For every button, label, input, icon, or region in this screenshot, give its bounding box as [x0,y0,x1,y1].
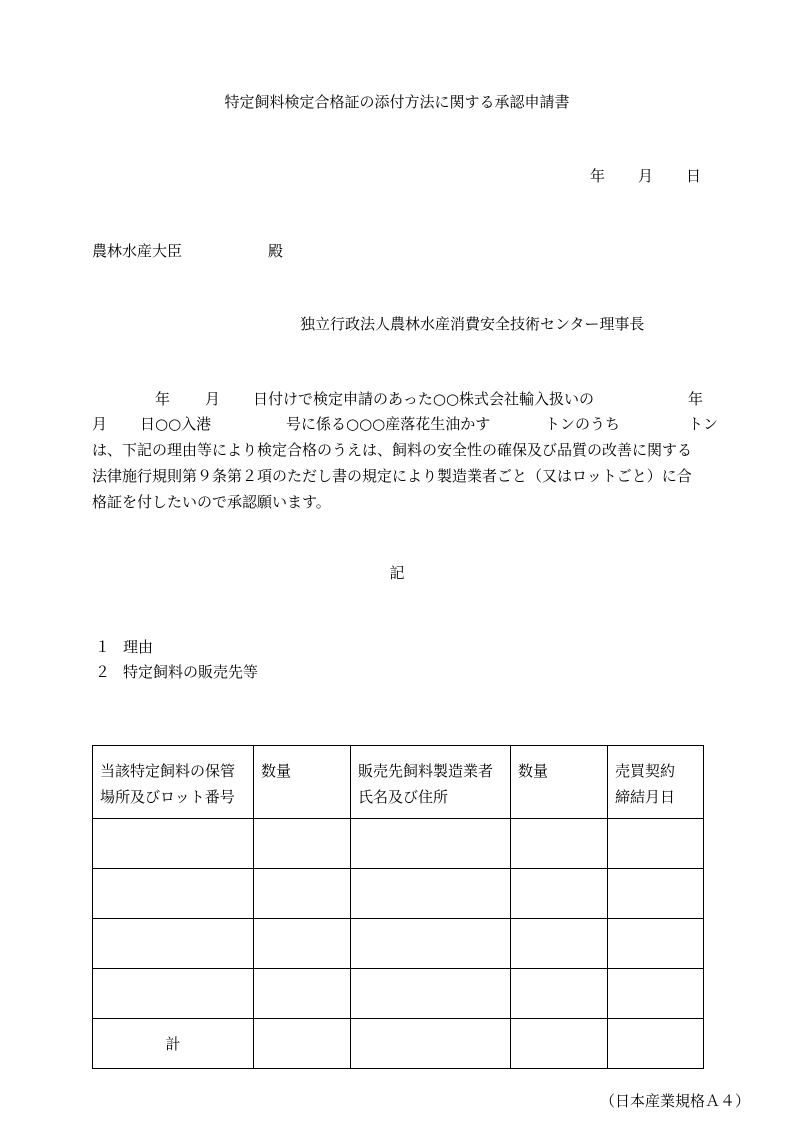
table-cell[interactable] [351,1019,511,1069]
date-month: 月 [638,167,654,185]
table-row [93,819,704,869]
sales-destination-table [92,745,704,1069]
table-total-row [93,1019,704,1069]
date-year: 年 [590,167,606,185]
table-cell[interactable] [93,969,254,1019]
body-line2-text-a: 日○○入港 [140,415,212,433]
table-cell[interactable] [608,869,704,919]
item-reason [95,640,153,655]
body-month: 月 [205,390,221,408]
table-cell[interactable] [511,1019,608,1069]
item-sales-destination [95,665,258,680]
table-cell[interactable] [93,869,254,919]
addressee-honorific: 殿 [268,242,284,260]
table-header-row [93,746,704,819]
body-line2-text-b: 号に係る○○○産落花生油かす [286,415,491,433]
header-quantity-2 [511,746,608,819]
header-line: 数量 [261,762,292,780]
table-cell[interactable] [351,919,511,969]
body-line3: は、下記の理由等により検定合格のうえは、飼料の安全性の確保及び品質の改善に関する [92,441,693,459]
table-cell[interactable] [608,919,704,969]
issuer: 独立行政法人農林水産消費安全技術センター理事長 [300,315,645,333]
table-row [93,919,704,969]
body-line4: 法律施行規則第９条第２項のただし書の規定により製造業者ごと（又はロットごと）に合 [92,467,692,485]
header-line: 当該特定飼料の保管 [100,762,236,780]
addressee-name: 農林水産大臣 [92,242,183,260]
table-cell[interactable] [351,969,511,1019]
table-row [93,969,704,1019]
table-cell[interactable] [93,819,254,869]
item-text: 理由 [123,638,154,656]
body-line5: 格証を付したいので承認願います。 [92,493,331,511]
table-cell[interactable] [608,819,704,869]
header-buyer [351,746,511,819]
table-cell[interactable] [351,819,511,869]
header-line: 売買契約 [615,762,676,780]
header-quantity [254,746,351,819]
paper-size-note: （日本産業規格Ａ４） [600,1092,751,1110]
ki-heading: 記 [389,564,405,582]
body-year: 年 [155,390,171,408]
header-line: 数量 [518,762,549,780]
header-line: 販売先飼料製造業者 [358,762,494,780]
header-line: 場所及びロット番号 [100,788,235,806]
table-cell[interactable] [93,919,254,969]
table-cell[interactable] [254,919,351,969]
table-cell[interactable] [511,819,608,869]
header-contract-date [608,746,704,819]
table-cell[interactable] [254,869,351,919]
table-cell[interactable] [254,819,351,869]
table-row [93,869,704,919]
body-month2: 月 [92,415,108,433]
table-cell[interactable] [608,1019,704,1069]
total-label: 計 [93,1019,254,1069]
table-cell[interactable] [254,1019,351,1069]
table-cell[interactable] [351,869,511,919]
header-line: 締結月日 [615,788,676,806]
body-year2: 年 [688,390,704,408]
item-number: １ [95,638,111,656]
body-line2-text-c: トンのうち [545,415,621,433]
body-line1-text: 日付けで検定申請のあった○○株式会社輸入扱いの [253,390,595,408]
document-title: 特定飼料検定合格証の添付方法に関する承認申請書 [224,93,570,111]
table-cell[interactable] [254,969,351,1019]
table-cell[interactable] [608,969,704,1019]
table-cell[interactable] [511,969,608,1019]
table-cell[interactable] [511,919,608,969]
item-number: ２ [95,663,111,681]
table-cell[interactable] [511,869,608,919]
header-line: 氏名及び住所 [358,788,449,806]
date-day: 日 [686,167,702,185]
item-text: 特定飼料の販売先等 [123,663,259,681]
body-line2-text-d: トン [688,415,719,433]
header-storage-lot [93,746,254,819]
